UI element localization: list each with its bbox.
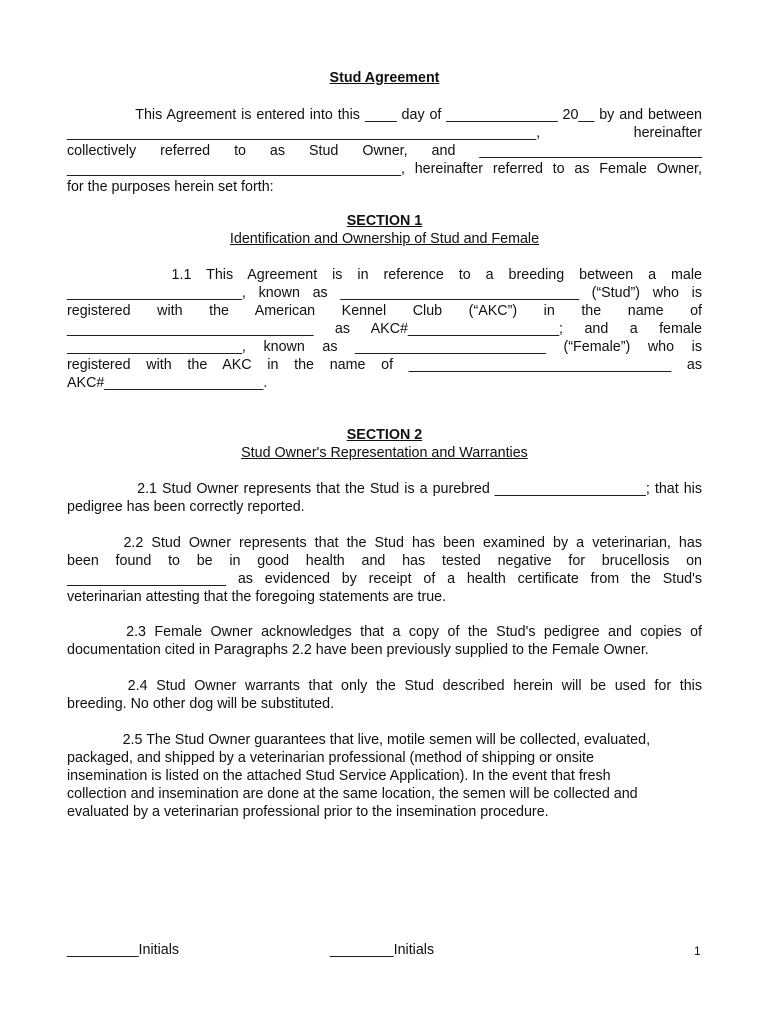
section1-heading: SECTION 1 [346, 213, 423, 229]
para-2-4-line: breeding. No other dog will be substituted. [67, 696, 335, 712]
para-2-5-line: packaged, and shipped by a veterinarian professional (method of shipping or onsite [67, 750, 594, 766]
initials-right: ________Initials [330, 942, 435, 958]
intro-line: for the purposes herein set forth: [67, 179, 274, 195]
para-2-1-line: 2.1 Stud Owner represents that the Stud is a purebred ___________________; that his [67, 481, 702, 497]
para-2-2-line: been found to be in good health and has tested negative for brucellosis on [67, 553, 702, 569]
para-2-4-line: 2.4 Stud Owner warrants that only the Stud described herein will be used for this [67, 678, 702, 694]
section2-subheading: Stud Owner's Representation and Warranties [241, 445, 528, 461]
para-2-2-line: 2.2 Stud Owner represents that the Stud has been examined by a veterinarian, has [67, 535, 702, 551]
para-2-5-line: collection and insemination are done at the same location, the semen will be collected and [67, 786, 638, 802]
para-2-2-line: ____________________ as evidenced by receipt of a health certificate from the Stud's [67, 571, 702, 587]
para-2-3-line: 2.3 Female Owner acknowledges that a copy of the Stud's pedigree and copies of [67, 624, 702, 640]
para-1-1-line: ______________________, known as ________________________ (“Female”) who is [67, 339, 702, 355]
intro-line: ___________________________________________________________, hereinafter [67, 125, 702, 141]
page-number: 1 [694, 944, 701, 958]
para-2-1-line: pedigree has been correctly reported. [67, 499, 305, 515]
para-1-1-line: registered with the American Kennel Club (“AKC”) in the name of [67, 303, 702, 319]
intro-line: collectively referred to as Stud Owner, and ____________________________ [67, 143, 702, 159]
para-2-5-line: evaluated by a veterinarian professional prior to the insemination procedure. [67, 804, 549, 820]
para-2-3-line: documentation cited in Paragraphs 2.2 have been previously supplied to the Female Owner. [67, 642, 649, 658]
para-2-5-line: insemination is listed on the attached Stud Service Application). In the event that fresh [67, 768, 611, 784]
para-1-1-line: AKC#____________________. [67, 375, 268, 391]
para-2-2-line: veterinarian attesting that the foregoing statements are true. [67, 589, 447, 605]
intro-line: __________________________________________, hereinafter referred to as Female Owner, [67, 161, 702, 177]
intro-line: This Agreement is entered into this ____ day of ______________ 20__ by and between [67, 107, 702, 123]
para-2-5-line: 2.5 The Stud Owner guarantees that live, motile semen will be collected, evaluated, [67, 732, 651, 748]
section1-subheading: Identification and Ownership of Stud and Female [229, 231, 540, 247]
para-1-1-line: registered with the AKC in the name of _________________________________ as [67, 357, 702, 373]
para-1-1-line: _______________________________ as AKC#___________________; and a female [67, 321, 702, 337]
para-1-1-line: ______________________, known as ______________________________ (“Stud”) who is [67, 285, 702, 301]
para-1-1-line: 1.1 This Agreement is in reference to a breeding between a male [67, 267, 702, 283]
document-title: Stud Agreement [329, 70, 440, 86]
initials-left: _________Initials [67, 942, 180, 958]
section2-heading: SECTION 2 [346, 427, 423, 443]
